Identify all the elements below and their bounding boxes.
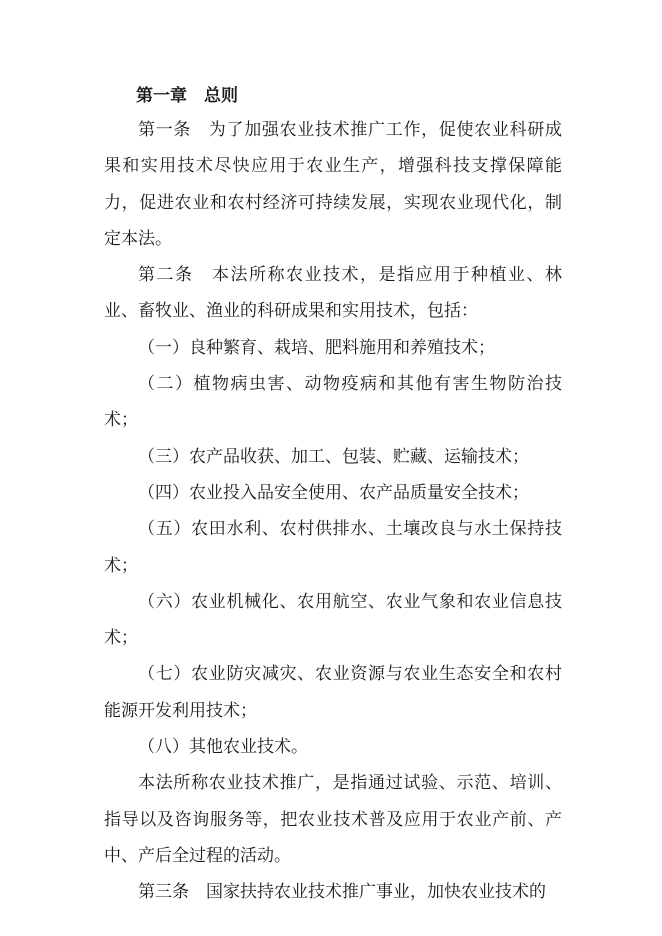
list-item: （四）农业投入品安全使用、农产品质量安全技术；: [138, 482, 529, 503]
article-3: [104, 874, 562, 910]
article-1-text: 为了加强农业技术推广工作，促使农业科研成果和实用技术尽快应用于农业生产，增强科技支撑保障能力，促进农业和农村经济可持续发展，实现农业现代化，制定本法。: [104, 120, 563, 249]
article-2-text: 本法所称农业技术，是指应用于种植业、林业、畜牧业、渔业的科研成果和实用技术，包括：: [104, 265, 562, 322]
article-1: [104, 112, 562, 257]
article-2-number: 第二条: [138, 265, 212, 286]
list-item: （二）植物病虫害、动物疫病和其他有害生物防治技术；: [104, 374, 562, 431]
chapter-title: 第一章 总则: [136, 86, 238, 106]
list-item: （七）农业防灾减灾、农业资源与农业生态安全和农村能源开发利用技术；: [104, 664, 562, 721]
article-3-number: 第三条: [138, 882, 206, 903]
article-2: [104, 257, 562, 330]
document-body: [104, 84, 562, 911]
article-3-text: 国家扶持农业技术推广事业，加快农业技术的: [206, 882, 546, 903]
list-item: （三）农产品收获、加工、包装、贮藏、运输技术；: [138, 446, 529, 467]
article-2-paragraph-2: 本法所称农业技术推广，是指通过试验、示范、培训、指导以及咨询服务等，把农业技术普及应用于农业产前、产中、产后全过程的活动。: [104, 773, 562, 866]
article-1-number: 第一条: [138, 120, 209, 140]
list-item: （五）农田水利、农村供排水、土壤改良与水土保持技术；: [104, 519, 562, 576]
list-item: （六）农业机械化、农用航空、农业气象和农业信息技术；: [104, 591, 562, 649]
list-item: （一）良种繁育、栽培、肥料施用和养殖技术；: [138, 337, 495, 358]
list-item: （八）其他农业技术。: [138, 737, 308, 758]
